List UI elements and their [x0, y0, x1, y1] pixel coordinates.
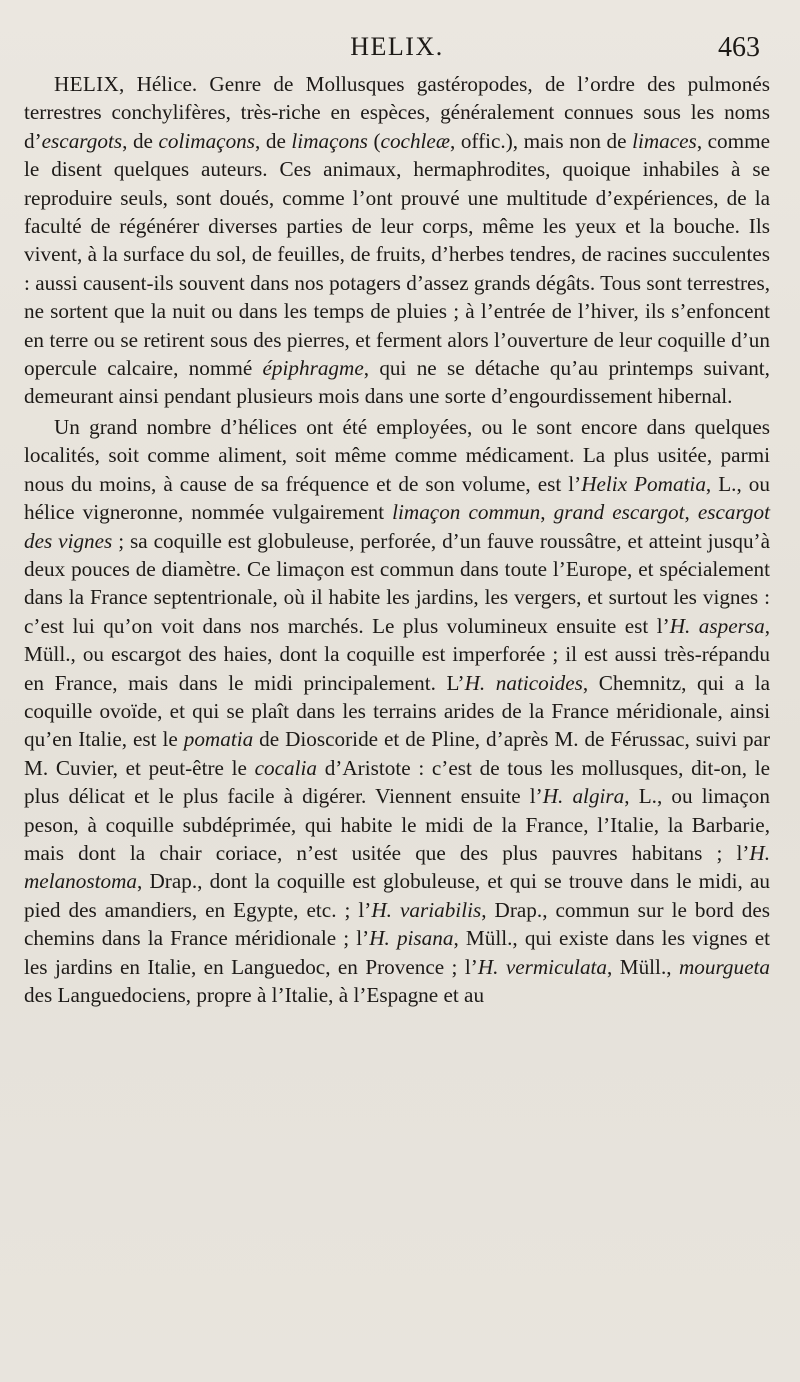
text-run: , Müll., qui existe dans les vignes et les jardins en Italie, en Languedoc, en Provence ; l’	[24, 926, 770, 979]
text-run: , Hélice. Genre de Mollusques gastéropodes, de l’ordre des pulmonés terrestres conchylifères, très-riche en espèces, généralement connues sous les noms d’	[24, 72, 770, 153]
text-run: , offic.), mais non de	[449, 128, 633, 153]
paragraph	[24, 413, 770, 1010]
text-run: , qui ne se détache qu’au printemps suivant, demeurant ainsi pendant plusieurs mois dans une sorte d’engourdissement hibernal.	[24, 356, 770, 409]
italic-term: H. aspersa	[669, 613, 765, 638]
text-run: , L., ou limaçon peson, à coquille subdéprimée, qui habite le midi de la France, l’Italie, la Barbarie, mais dont la chair coriace, n’est usitée que des plus pauvres habitans ; l’	[24, 784, 770, 865]
italic-term: escargots	[41, 128, 123, 153]
italic-term: H. melanostoma	[24, 840, 770, 894]
italic-term: grand escargot	[553, 500, 685, 525]
italic-term: limaçons	[291, 128, 368, 153]
italic-term: escargot des vignes	[24, 500, 771, 553]
text-run: ; sa coquille est globuleuse, perforée, d’un fauve roussâtre, et atteint jusqu’à deux pouces de diamètre. Ce limaçon est commun dans toute l’Europe, et spécialement dans la France septentrionale, où il habite les jardins, les vergers, et surtout les vignes : c’est lui qu’on voit dans nos marchés. Le plus volumineux ensuite est l’	[24, 528, 771, 638]
running-head	[24, 30, 770, 70]
text-run: , Müll.,	[607, 954, 679, 979]
text-run: Un grand nombre d’hélices ont été employées, ou le sont encore dans quelques localités, soit comme aliment, soit même comme médicament. La plus usitée, parmi nous du moins, à cause de sa fréquence et de son volume, est l’	[24, 414, 770, 496]
text-run: , Müll., ou escargot des haies, dont la coquille est imperforée ; il est aussi très-répandu en France, mais dans le midi principalement. L’	[24, 613, 770, 695]
italic-term: mourgueta	[678, 954, 770, 979]
text-run: de Dioscoride et de Pline, d’après M. de Férussac, suivi par M. Cuvier, et peut-être le	[24, 727, 771, 780]
italic-term: colimaçons	[158, 128, 256, 153]
paragraph	[24, 70, 770, 411]
italic-term: limaces	[632, 128, 697, 153]
italic-term: H. variabilis	[371, 897, 482, 922]
italic-term: Helix Pomatia	[581, 471, 706, 496]
text-run: des Languedociens, propre à l’Italie, à l’Espagne et au	[24, 983, 485, 1007]
italic-term: épiphragme	[262, 356, 364, 381]
text-run: , Drap., dont la coquille est globuleuse, et qui se trouve dans le midi, au pied des amandiers, en Egypte, etc. ; l’	[24, 869, 770, 922]
page-number: 463	[718, 32, 760, 63]
italic-term: H. vermiculata	[477, 954, 608, 979]
article-body	[24, 70, 770, 1009]
text-run: , de	[122, 128, 159, 153]
text-run: ,	[684, 500, 698, 525]
italic-term: cocalia	[254, 755, 317, 780]
italic-term: cochleæ	[380, 128, 450, 153]
text-run: , Chemnitz, qui a la coquille ovoïde, et qui se plaît dans les terrains arides de la France méridionale, ainsi qu’en Italie, est le	[24, 670, 771, 752]
italic-term: H. naticoides	[464, 670, 583, 695]
italic-term: pomatia	[183, 727, 254, 752]
text-run: ,	[540, 500, 554, 525]
italic-term: H. pisana	[369, 926, 454, 951]
text-run: , comme le disent quelques auteurs. Ces animaux, hermaphrodites, quoique inhabiles à se reproduire seuls, sont doués, comme l’ont prouvé une multitude d’expériences, de la faculté de régénérer diverses parties de leur corps, même les yeux et la bouche. Ils vivent, à la surface du sol, de feuilles, de fruits, d’herbes tendres, de racines succulentes : aussi causent-ils souvent dans nos potagers d’assez grands dégâts. Tous sont terrestres, ne sortent que la nuit ou dans les temps de pluies ; à l’entrée de l’hiver, ils s’enfoncent en terre ou se retirent sous des pierres, et ferment alors l’ouverture de leur coquille d’un opercule calcaire, nommé	[24, 128, 771, 381]
text-run: , de	[255, 128, 292, 153]
text-run: d’Aristote : c’est de tous les mollusques, dit-on, le plus délicat et le plus facile à digérer. Viennent ensuite l’	[24, 755, 770, 809]
page-title: HELIX.	[350, 32, 444, 61]
text-run: , L., ou hélice vigneronne, nommée vulgairement	[24, 471, 770, 525]
text-run: HELIX	[54, 72, 120, 96]
italic-term: H. algira	[542, 784, 625, 809]
text-run: (	[367, 128, 381, 153]
text-run: , Drap., commun sur le bord des chemins dans la France méridionale ; l’	[24, 897, 771, 951]
italic-term: limaçon commun	[392, 500, 541, 525]
